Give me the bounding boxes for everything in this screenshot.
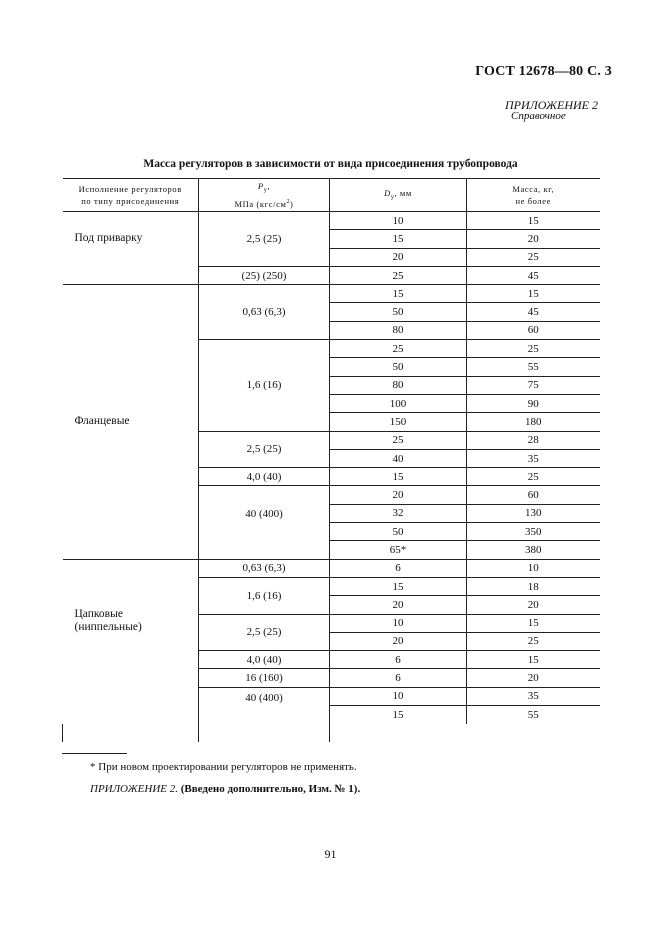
pressure-cell: 2,5 (25) [199,431,330,468]
mass-cell: 55 [467,706,600,724]
diameter-cell: 10 [330,687,467,705]
diameter-cell: 15 [330,706,467,724]
diameter-cell: 80 [330,376,467,394]
pressure-cell: 2,5 (25) [199,614,330,651]
mass-cell: 25 [467,632,600,650]
diameter-cell: 20 [330,632,467,650]
diameter-cell: 50 [330,523,467,541]
table-header-row [63,179,600,212]
group-nipple [63,559,199,724]
diameter-cell: 32 [330,504,467,522]
pressure-cell: 1,6 (16) [199,577,330,614]
pressure-cell: (25) (250) [199,266,330,284]
pressure-cell: 40 (400) [199,687,330,742]
mass-cell: 130 [467,504,600,522]
mass-cell: 35 [467,449,600,467]
document-code: ГОСТ 12678—80 С. 3 [475,64,612,79]
appendix-subtitle: Справочное [511,110,566,122]
diameter-cell: 15 [330,230,467,248]
diameter-cell: 50 [330,303,467,321]
mass-cell: 45 [467,266,600,284]
mass-cell: 180 [467,413,600,431]
mass-cell: 28 [467,431,600,449]
appendix-note-label: ПРИЛОЖЕНИЕ 2. [90,783,178,795]
diameter-cell: 25 [330,431,467,449]
header-diameter-sub: у [390,194,395,201]
diameter-cell: 15 [330,468,467,486]
header-execution-line1: Исполнение регуляторов [78,184,182,194]
diameter-cell: 25 [330,340,467,358]
header-diameter [330,179,467,212]
pressure-cell: 0,63 (6,3) [199,285,330,340]
header-pressure [199,179,330,212]
header-pressure-sup: 2 [286,199,291,206]
header-mass-line1: Масса, кг, [512,184,555,194]
diameter-cell: 6 [330,669,467,687]
appendix-note [90,783,360,795]
diameter-cell: 50 [330,358,467,376]
pressure-cell: 40 (400) [199,486,330,559]
pressure-cell: 4,0 (40) [199,651,330,669]
appendix-note-text: (Введено дополнительно, Изм. № 1). [180,783,361,795]
diameter-cell: 20 [330,596,467,614]
header-execution-line2: по типу присоединения [81,196,180,206]
diameter-cell: 15 [330,285,467,303]
diameter-cell: 65* [330,541,467,559]
footnote: * При новом проектировании регуляторов не применять. [90,761,357,773]
diameter-cell: 150 [330,413,467,431]
mass-cell: 15 [467,285,600,303]
mass-cell: 20 [467,596,600,614]
mass-cell: 90 [467,394,600,412]
empty-cell [330,724,467,742]
pressure-cell: 0,63 (6,3) [199,559,330,577]
pressure-cell: 16 (160) [199,669,330,687]
mass-cell: 380 [467,541,600,559]
footnote-rule [62,753,127,754]
empty-cell [63,724,199,742]
diameter-cell: 20 [330,248,467,266]
mass-cell: 20 [467,230,600,248]
header-pressure-sub: у [263,187,268,194]
mass-cell: 10 [467,559,600,577]
diameter-cell: 100 [330,394,467,412]
table-row [63,212,600,230]
page-number: 91 [324,847,337,861]
diameter-cell: 10 [330,614,467,632]
mass-table [62,178,600,742]
pressure-cell: 2,5 (25) [199,212,330,267]
group-nipple-line2: (ниппельные) [74,620,142,633]
diameter-cell: 15 [330,577,467,595]
pressure-cell: 4,0 (40) [199,468,330,486]
mass-cell: 20 [467,669,600,687]
pressure-cell: 1,6 (16) [199,340,330,431]
diameter-cell: 25 [330,266,467,284]
table-row [63,285,600,303]
mass-cell: 15 [467,651,600,669]
header-execution [63,179,199,212]
mass-cell: 350 [467,523,600,541]
appendix-title: ПРИЛОЖЕНИЕ 2 [505,98,598,112]
diameter-cell: 10 [330,212,467,230]
group-flange: Фланцевые [63,285,199,559]
header-pressure-symbol: P [257,180,264,191]
header-pressure-comma: , [267,180,271,191]
group-weld: Под приварку [63,212,199,285]
diameter-cell: 20 [330,486,467,504]
table-title: Масса регуляторов в зависимости от вида присоединения трубопровода [143,158,518,170]
mass-cell: 60 [467,321,600,339]
header-diameter-symbol: D [384,187,391,198]
header-mass [467,179,600,212]
mass-cell: 55 [467,358,600,376]
header-diameter-unit: , мм [394,187,412,198]
table-row [63,559,600,577]
group-nipple-line1: Цапковые [74,607,123,620]
mass-cell: 45 [467,303,600,321]
diameter-cell: 40 [330,449,467,467]
header-pressure-close: ) [290,199,294,210]
diameter-cell: 6 [330,559,467,577]
header-mass-line2: не более [515,196,551,206]
diameter-cell: 6 [330,651,467,669]
mass-cell: 25 [467,468,600,486]
diameter-cell: 80 [330,321,467,339]
mass-cell: 18 [467,577,600,595]
mass-cell: 15 [467,614,600,632]
mass-cell: 25 [467,248,600,266]
mass-cell: 75 [467,376,600,394]
mass-cell: 25 [467,340,600,358]
mass-cell: 35 [467,687,600,705]
header-pressure-unit: МПа (кгс/см [234,199,287,210]
mass-cell: 60 [467,486,600,504]
table-row-spacer [63,724,600,742]
mass-cell: 15 [467,212,600,230]
